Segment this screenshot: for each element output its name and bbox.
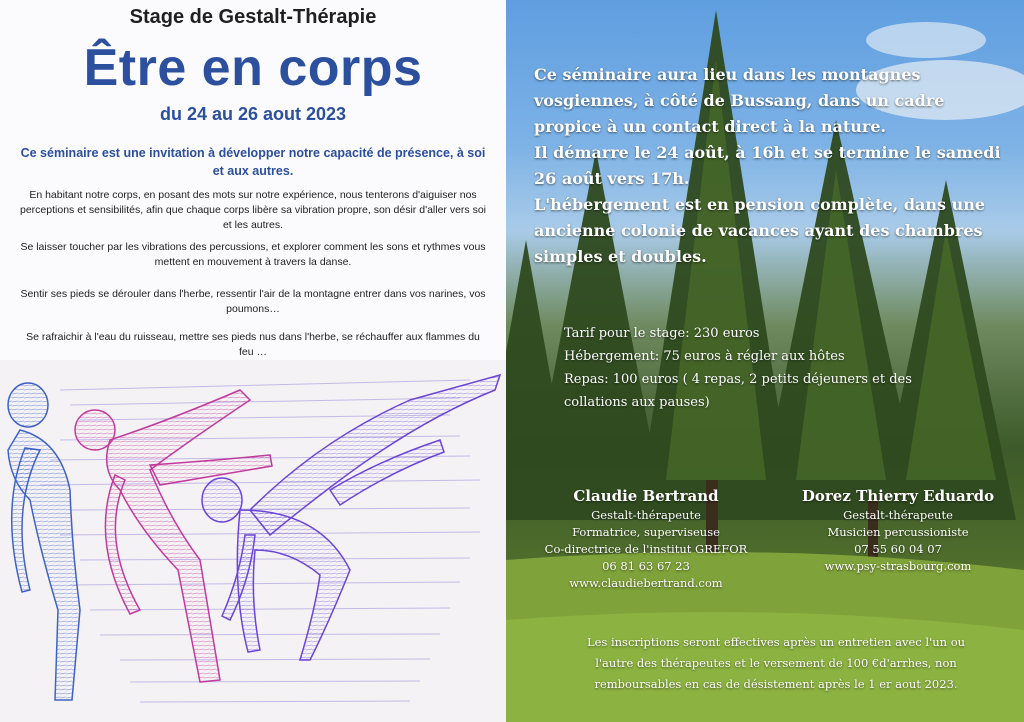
registration-note <box>546 632 1006 695</box>
person-website[interactable]: www.psy-strasbourg.com <box>824 559 972 573</box>
info-line: Ce séminaire aura lieu dans les montagnes <box>534 65 921 84</box>
price-lodging: Hébergement: 75 euros à régler aux hôtes <box>564 349 845 364</box>
person-role: Co-directrice de l'institut GREFOR <box>544 542 748 556</box>
price-list <box>564 322 1004 414</box>
info-line: vosgiennes, à côté de Bussang, dans un cadre <box>534 91 945 110</box>
paragraph-1: En habitant notre corps, en posant des mots sur notre expérience, nous tenterons d'aiguiser nos perceptions et sensibilités, afin que chaque corps libère sa vibration propre, son désir d'aller vers soi et les autres. <box>20 189 487 231</box>
person-role: Gestalt-thérapeute <box>843 508 953 522</box>
person-phone: 06 81 63 67 23 <box>602 559 690 573</box>
info-line: propice à un contact direct à la nature. <box>534 117 887 136</box>
person-role: Formatrice, superviseuse <box>572 525 720 539</box>
contact-claudie <box>526 485 766 592</box>
footer-line: remboursables en cas de désistement après le 1 er aout 2023. <box>594 677 958 691</box>
person-phone: 07 55 60 04 07 <box>854 542 942 556</box>
paragraph-3: Sentir ses pieds se dérouler dans l'herbe, ressentir l'air de la montagne entrer dans vos narines, vos poumons… <box>20 288 486 315</box>
person-website[interactable]: www.claudiebertrand.com <box>569 576 723 590</box>
person-role: Musicien percussioniste <box>827 525 969 539</box>
page-title: Être en corps <box>83 39 423 97</box>
footer-line: Les inscriptions seront effectives après un entretien avec l'un ou <box>586 635 966 649</box>
person-role: Gestalt-thérapeute <box>591 508 701 522</box>
seminar-info <box>534 62 1004 270</box>
right-panel <box>506 0 1024 722</box>
info-line: ancienne colonie de vacances ayant des chambres <box>534 221 983 240</box>
contact-thierry <box>772 485 1024 575</box>
price-stage: Tarif pour le stage: 230 euros <box>564 326 760 341</box>
left-panel <box>0 0 506 722</box>
info-line: Il démarre le 24 août, à 16h et se termine le samedi <box>534 143 1001 162</box>
intro-text: Ce séminaire est une invitation à développer notre capacité de présence, à soi et aux autres. <box>20 146 486 178</box>
stage-subtitle: Stage de Gestalt-Thérapie <box>129 6 377 28</box>
person-name: Dorez Thierry Eduardo <box>801 487 995 505</box>
person-name: Claudie Bertrand <box>573 487 719 505</box>
footer-line: l'autre des thérapeutes et le versement de 100 €d'arrhes, non <box>595 656 957 670</box>
paragraph-4: Se rafraichir à l'eau du ruisseau, mettre ses pieds nus dans l'herbe, se réchauffer aux flammes du feu … <box>26 331 480 358</box>
info-line: L'hébergement est en pension complète, dans une <box>534 195 986 214</box>
paragraph-2: Se laisser toucher par les vibrations des percussions, et explorer comment les sons et rythmes vous mettent en mouvement à travers la danse. <box>20 241 486 268</box>
info-line: simples et doubles. <box>534 247 707 266</box>
dancers-drawing <box>0 360 506 722</box>
info-line: 26 août vers 17h. <box>534 169 690 188</box>
left-text-block <box>0 0 506 360</box>
dancers-illustration <box>0 360 506 722</box>
price-meals-cont: collations aux pauses) <box>564 395 710 410</box>
event-dates: du 24 au 26 aout 2023 <box>159 104 347 124</box>
price-meals: Repas: 100 euros ( 4 repas, 2 petits déjeuners et des <box>564 372 912 387</box>
